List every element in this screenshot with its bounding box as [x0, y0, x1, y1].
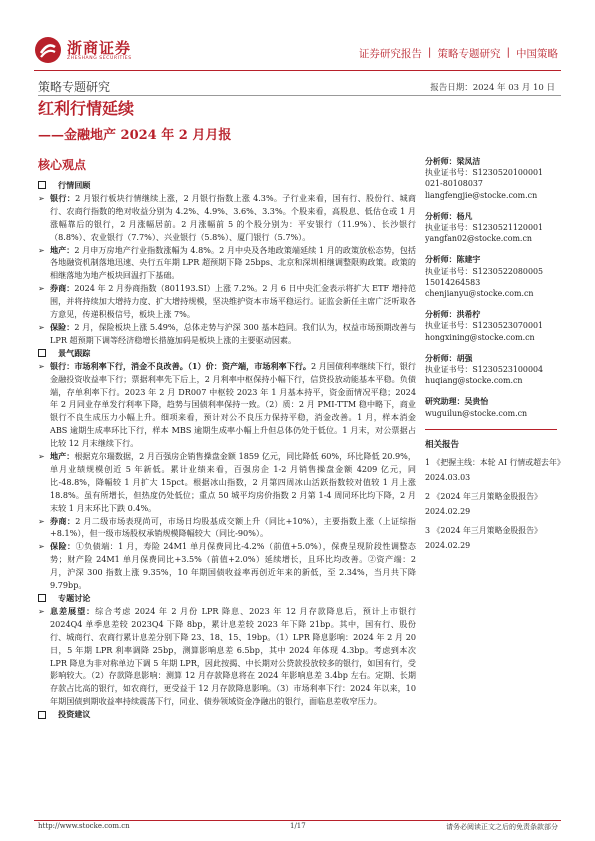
paragraph-bank-tracking: ➢ 银行：市场利率下行，消金不良改善。（1）价：资产端，市场利率下行。2 月国债利率继续下行，银行金融投资收益率下行；票据利率先下后上，2 月利率中枢保持小幅下行，信贷投放动能基本平稳。负债端，存单利率下行。2023 年 2 月 DR007 中枢较 2023 年 1 月基本持平，资金面情况平稳；2024 年 2 月同业存单发行利率下降，趋势与国债利率保持一致。（2）质：2 月 PMI-TTM 稳中略下，商业银行不良生成压力小幅上升。细项来看，预计对公不良压力保持平稳，消金改善。1 月，样本消金 ABS 逾期生成率环比下行，样本 MBS 逾期生成率小幅上升但总体仍处于低位。1 月末，对公票据占比较 12 月末继续下行。	[38, 360, 416, 449]
related-report-link[interactable]: 1 《把握主线：本轮 AI 行情或超去年》 2024.03.03	[425, 458, 565, 483]
logo-subtitle: ZHESHANG SECURITIES	[67, 55, 132, 61]
arrow-bullet-icon: ➢	[38, 360, 45, 371]
analyst-card: 分析师：梁凤洁 执业证书号：S1230520100001 021-80108037 liangfengjie@stocke.com.cn	[425, 157, 544, 200]
square-bullet-icon	[38, 349, 46, 357]
arrow-bullet-icon: ➢	[38, 605, 45, 616]
page-number: 1/17	[290, 822, 306, 830]
arrow-bullet-icon: ➢	[38, 283, 45, 294]
header-divider	[34, 70, 561, 71]
related-report-link[interactable]: 3 《2024 年三月策略金股报告》 2024.02.29	[425, 526, 542, 551]
paragraph-margin-outlook: ➢ 息差展望：综合考虑 2024 年 2 月份 LPR 降息、2023 年 12 月存款降息后，预计上市银行 2024Q4 单季息差较 2023Q4 下降 8bp，累计息差较 2023 年下降 21bp。其中，国有行、股份行、城商行、农商行累计息差分别下降 23、18、15、19bp。（1）LPR 降息影响：2024 年 2 月 20 日，5 年期 LPR 利率调降 25bp，测算影响息差 6.5bp，其中 2024 年体现 4.3bp。考虑到本次 LPR 降息为非对称单边下调 5 年期 LPR，因此按揭、中长期对公贷款投放较多的银行，如国有行，受影响较大。（2）存款降息影响：测算 12 月存款降息将在 2024 年影响息差 3.4bp 左右。定期、长期存款占比高的银行，如农商行，更受益于 12 月存款降息影响。（3）市场利率下行：2024 年以来，10 年期国债到期收益率持续震荡下行，同业、债券领域资金净融出的银行，面临息差收窄压力。	[38, 605, 416, 707]
section-heading: 行情回顾	[38, 179, 416, 192]
paragraph-realestate-review: ➢ 地产：2 月申万房地产行业指数涨幅为 4.8%。2 月中央及各地政策端延续 1 月的政策放松态势，包括各地融资机制落地迅速、央行五年期 LPR 超预期下降 25bps、北京和深圳相继调整限购政策。政策的相继落地为地产板块回温打下基础。	[38, 244, 416, 281]
logo-icon	[34, 36, 62, 64]
paragraph-insurance-tracking: ➢ 保险：①负债端：1 月，寿险 24M1 单月保费同比-4.2%（前值+5.0%），保费呈现阶段性调整态势；财产险 24M1 单月保费同比+3.5%（前值+2.0%）延续增长，且环比均改善。②资产端：2 月，沪深 300 指数上涨 9.35%，10 年期国债收益率再创近年来的新低，至 2.34%，当月共下降 9.79bp。	[38, 541, 416, 591]
report-title: 红利行情延续	[38, 99, 135, 118]
top-nav: 证券研究报告 | 策略专题研究 | 中国策略	[358, 46, 558, 60]
section-heading: 投资建议	[38, 708, 416, 721]
arrow-bullet-icon: ➢	[38, 541, 45, 552]
analyst-card: 分析师：胡强 执业证书号：S1230523100004 huqiang@stocke.com.cn	[425, 353, 544, 386]
report-date: 报告日期：2024 年 03 月 10 日	[430, 83, 555, 93]
main-content	[38, 179, 416, 721]
arrow-bullet-icon: ➢	[38, 321, 45, 332]
nav-item-china: 中国策略	[516, 48, 558, 60]
arrow-bullet-icon: ➢	[38, 244, 45, 255]
analyst-card: 分析师：杨凡 执业证书号：S1230521120001 yangfan02@stocke.com.cn	[425, 211, 544, 244]
square-bullet-icon	[38, 711, 46, 719]
section-heading: 景气跟踪	[38, 347, 416, 360]
paragraph-broker-review: ➢ 券商：2024 年 2 月券商指数（801193.SI）上涨 7.2%。2 月 6 日中央汇金表示将扩大 ETF 增持范围，并将持续加大增持力度、扩大增持规模，坚决维护资本市场平稳运行。证监会新任主席广泛听取各方意见，传递积极信号，板块上涨 7%。	[38, 283, 416, 320]
paragraph-insurance-review: ➢ 保险：2 月，保险板块上涨 5.49%，总体走势与沪深 300 基本趋同。我们认为，权益市场预期改善与 LPR 超预期下调等经济稳增长措施加码是板块上涨的主要驱动因素。	[38, 321, 416, 345]
report-subtitle: ——金融地产 2024 年 2 月月报	[38, 128, 232, 143]
assistant-card: 研究助理：吴贵怡 wuguilun@stocke.com.cn	[425, 397, 528, 418]
company-logo	[34, 36, 132, 64]
footer-disclaimer: 请务必阅读正文之后的免责条款部分	[446, 823, 558, 831]
paragraph-bank-review: ➢ 银行：2 月银行板块行情继续上涨，2 月银行指数上涨 4.3%。子行业来看，国有行、股份行、城商行、农商行指数的绝对收益分别为 4.2%、4.9%、3.6%、3.3%。个股来看，高股息、低估仓或 1 月涨幅靠后的银行，2 月涨幅居前。2 月涨幅前 5 的个股分别为：平安银行（11.9%）、长沙银行（8.8%）、农业银行（7.7%）、兴业银行（5.8%）、厦门银行（5.7%）。	[38, 192, 416, 242]
core-view-heading: 核心观点	[38, 158, 87, 172]
arrow-bullet-icon: ➢	[38, 192, 45, 203]
related-reports-heading: 相关报告	[425, 439, 460, 450]
logo-name: 浙商证券	[67, 38, 132, 57]
square-bullet-icon	[38, 594, 46, 602]
analyst-card: 分析师：陈建宇 执业证书号：S1230522080005 15014264583 chenjianyu@stocke.com.cn	[425, 255, 544, 299]
footer-divider	[34, 820, 561, 821]
analyst-card: 分析师：洪希柠 执业证书号：S1230523070001 hongxining@stocke.com.cn	[425, 310, 544, 342]
footer-url[interactable]: http://www.stocke.com.cn	[38, 822, 130, 830]
paragraph-realestate-tracking: ➢ 地产：根据克尔瑞数据，2 月百强房企销售操盘金额 1859 亿元，同比降低 60%，环比降低 20.9%，单月业绩规模创近 5 年新低。累计业绩来看，百强房企 1-2 月销售操盘金额 4209 亿元，同比-48.8%，降幅较 1 月扩大 15pct。根据冰山指数，2 月第四周冰山活跃指数较对值较 1 月上涨 18.8%。虽有所增长，但热度仍处低位；重点 50 城平均房价指数 2 月第 1-4 周同环比均下降，2 月末较 1 月末环比下跌 0.4%。	[38, 451, 416, 513]
related-divider	[425, 429, 557, 430]
analyst-sidebar	[425, 156, 565, 553]
square-bullet-icon	[38, 181, 46, 189]
section-heading: 专题讨论	[38, 592, 416, 605]
nav-item-strategy: 策略专题研究	[437, 48, 501, 60]
paragraph-broker-tracking: ➢ 券商：2 月二级市场表现尚可，市场日均股基成交额上升（同比+10%），主要指数上涨（上证综指+8.1%），但一级市场股权承销规模降幅较大（同比-90%）。	[38, 515, 416, 539]
report-type: 策略专题研究	[38, 80, 111, 94]
arrow-bullet-icon: ➢	[38, 451, 45, 462]
nav-item-research: 证券研究报告	[358, 48, 422, 60]
arrow-bullet-icon: ➢	[38, 515, 45, 526]
related-report-link[interactable]: 2 《2024 年三月策略金股报告》 2024.02.29	[425, 492, 542, 517]
